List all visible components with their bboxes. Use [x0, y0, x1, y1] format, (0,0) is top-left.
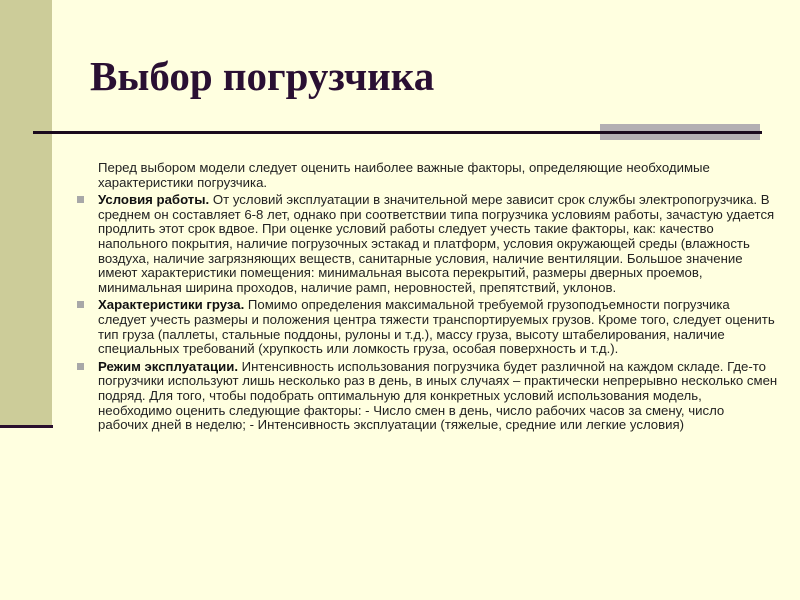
- slide-body: [98, 161, 778, 436]
- bullet-cargo: [98, 298, 778, 356]
- slide-title: Выбор погрузчика: [90, 53, 435, 99]
- intro-text: Перед выбором модели следует оценить наиболее важные факторы, определяющие необходимые характеристики погрузчика.: [98, 160, 710, 190]
- bullet-text: От условий эксплуатации в значительной мере зависит срок службы электропогрузчика. В среднем он составляет 6-8 лет, однако при соответствии типа погрузчика условиям работы, зачастую удается продлить этот срок вдвое. При оценке условий работы следует учесть такие факторы, как: качество напольного покрытия, наличие погрузочных эстакад и платформ, условия окружающей среды (влажность воздуха, наличие загрязняющих веществ, санитарные условия, наличие вентиляции. Большое значение имеют характеристики помещения: минимальная высота перекрытий, размеры дверных проемов, минимальная ширина проходов, наличие рамп, неровностей, препятствий, уклонов.: [98, 192, 775, 295]
- bullet-heading: Режим эксплуатации.: [98, 358, 238, 374]
- bullet-text: Интенсивность использования погрузчика будет различной на каждом складе. Где-то погрузчики используют лишь несколько раз в день, в иных случаях – практически непрерывно несколько смен подряд. Для того, чтобы подобрать оптимальную для конкретных условий использования модель, необходимо оценить следующие факторы: - Число смен в день, число рабочих часов за смену, число рабочих дней в неделю; - Интенсивность эксплуатации (тяжелые, средние или легкие условия): [98, 358, 778, 433]
- bullet-text: Помимо определения максимальной требуемой грузоподъемности погрузчика следует учесть размеры и положения центра тяжести транспортируемых грузов. Кроме того, следует оценить тип груза (паллеты, стальные поддоны, рулоны и т.д.), массу груза, высоту штабелирования, наличие специальных требований (хрупкость или ломкость груза, особая поверхность и т.д.).: [98, 297, 775, 357]
- bullet-working-conditions: [98, 193, 778, 295]
- bullet-heading: Характеристики груза.: [98, 297, 245, 313]
- left-decor-strip: [0, 0, 52, 425]
- title-rule: [33, 131, 762, 134]
- strip-divider: [0, 425, 53, 428]
- bullet-operation-mode: [98, 360, 778, 433]
- bullet-heading: Условия работы.: [98, 192, 210, 208]
